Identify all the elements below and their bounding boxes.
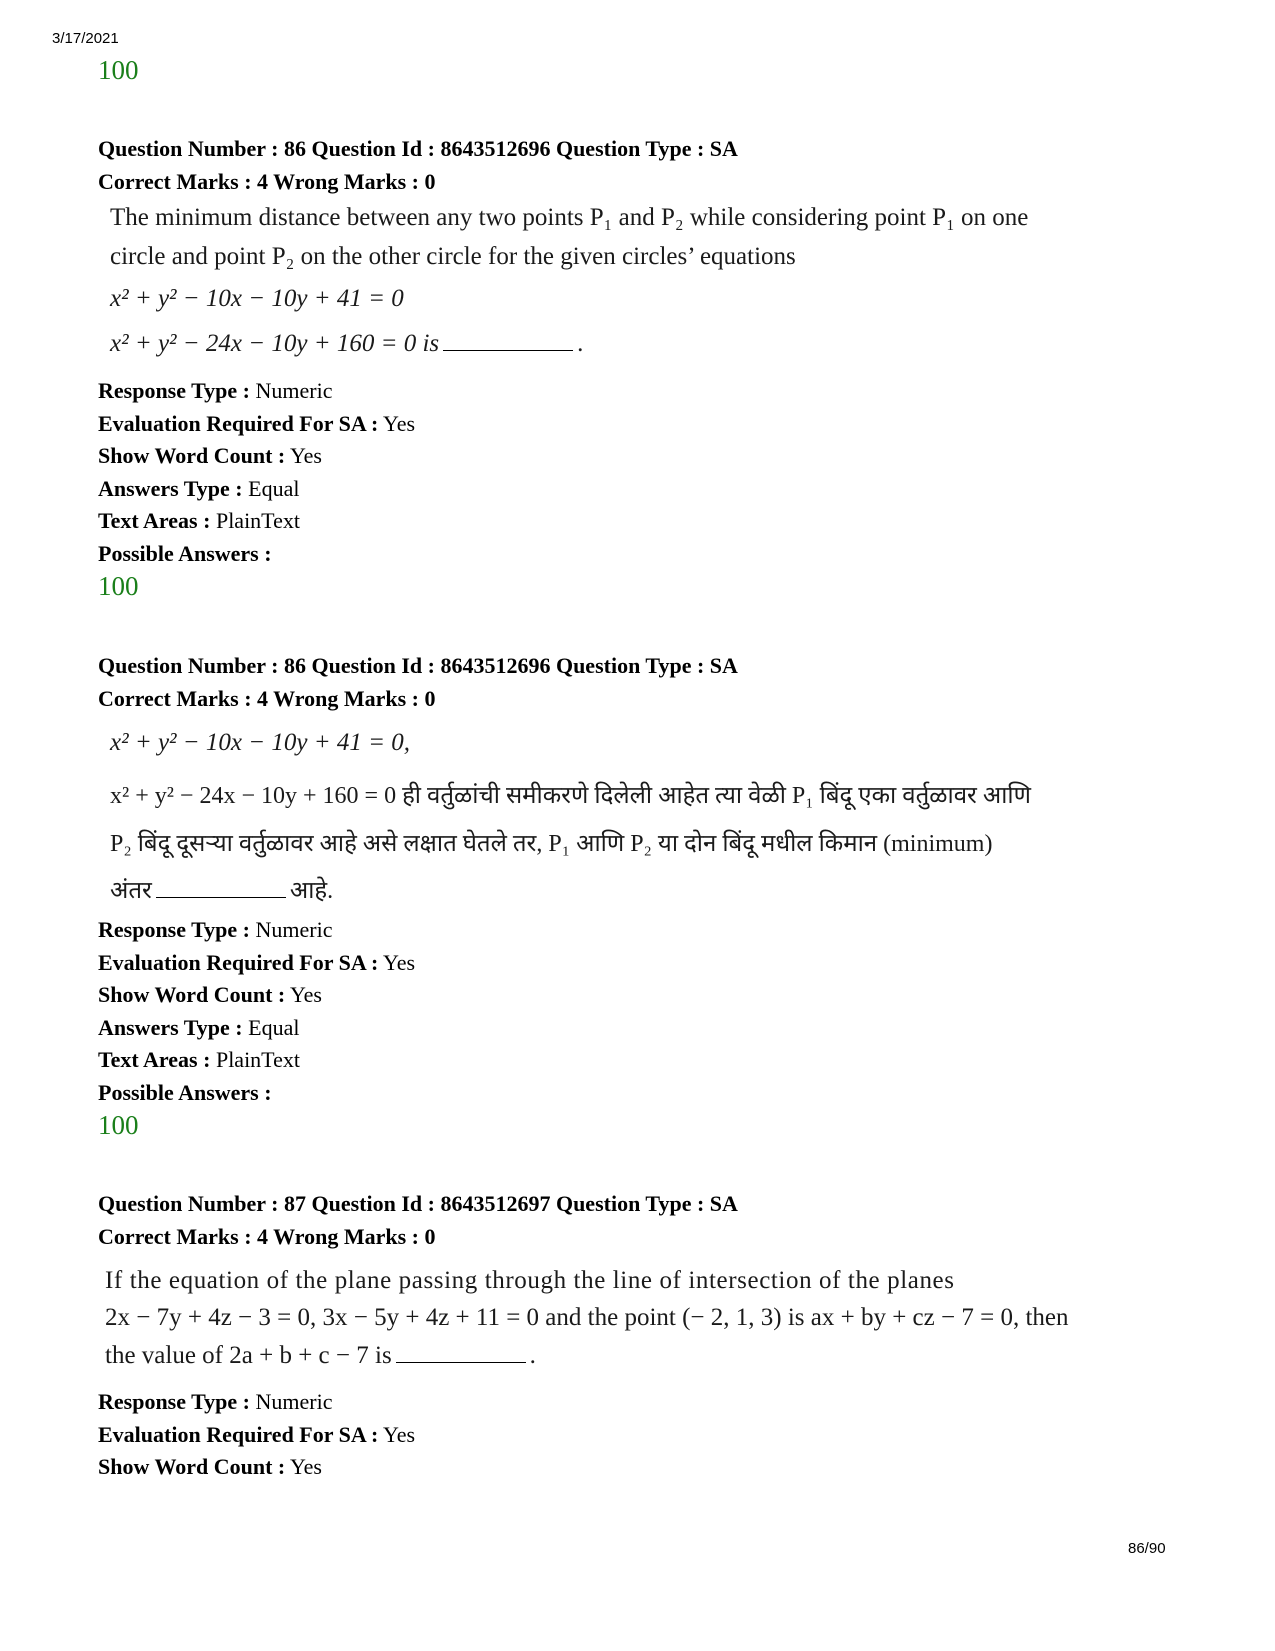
text-areas-value: PlainText — [215, 1047, 300, 1073]
question-line: आहे. — [289, 878, 334, 904]
response-type-value: Numeric — [255, 917, 333, 942]
question-text-2 — [110, 726, 1140, 906]
equation-line: x² + y² − 10x − 10y + 41 = 0 — [110, 285, 404, 312]
question-marks: Correct Marks : 4 Wrong Marks : 0 — [98, 1224, 436, 1249]
evaluation-value: Yes — [383, 949, 416, 975]
word-count-label: Show Word Count : — [98, 982, 286, 1008]
print-date: 3/17/2021 — [52, 30, 119, 47]
question-meta-3 — [98, 1386, 1178, 1484]
question-block-3 — [98, 1187, 1178, 1253]
text-areas-label: Text Areas : — [98, 508, 211, 534]
previous-answer: 100 — [98, 55, 139, 85]
word-count-label: Show Word Count : — [98, 1454, 286, 1480]
evaluation-label: Evaluation Required For SA : — [98, 1421, 379, 1447]
question-block-1 — [98, 132, 1178, 198]
word-count-value: Yes — [289, 1454, 322, 1480]
question-line: P₂ बिंदू दूसऱ्या वर्तुळावर आहे असे लक्षात घेतले तर, P₁ आणि P₂ या दोन बिंदू मधील किमान (minimum) — [110, 831, 993, 857]
text-areas-value: PlainText — [215, 508, 300, 534]
equation-line: x² + y² − 24x − 10y + 160 = 0 is — [110, 330, 440, 357]
possible-answer: 100 — [98, 1110, 139, 1140]
question-line: the value of 2a + b + c − 7 is — [105, 1342, 392, 1369]
question-line: The minimum distance between any two points P₁ and P₂ while considering point P₁ on one — [110, 204, 1029, 231]
question-text-3: If the equation of the plane passing through the line of intersection of the planes 2x − 7y + 4z − 3 = 0, 3x − 5y + 4z + 11 = 0 and the point (− 2, 1, 3) is ax + by + cz − 7 = 0, then the value of 2a + b + c − 7 is . — [105, 1267, 1069, 1369]
response-type-value: Numeric — [255, 1389, 333, 1414]
question-header: Question Number : 86 Question Id : 8643512696 Question Type : SA — [98, 136, 738, 161]
question-header: Question Number : 86 Question Id : 8643512696 Question Type : SA — [98, 653, 738, 678]
question-marks: Correct Marks : 4 Wrong Marks : 0 — [98, 686, 436, 711]
possible-answer: 100 — [98, 571, 139, 601]
answers-type-value: Equal — [248, 475, 300, 501]
question-meta-2 — [98, 914, 1178, 1110]
question-header: Question Number : 87 Question Id : 8643512697 Question Type : SA — [98, 1191, 738, 1216]
response-type-value: Numeric — [255, 378, 333, 403]
word-count-label: Show Word Count : — [98, 443, 286, 469]
response-type-label: Response Type : — [98, 1389, 250, 1414]
equation-line: x² + y² − 10x − 10y + 41 = 0, — [110, 729, 410, 756]
answers-type-label: Answers Type : — [98, 1014, 243, 1040]
answer-blank — [156, 896, 286, 898]
evaluation-value: Yes — [383, 1421, 416, 1447]
response-type-label: Response Type : — [98, 378, 250, 403]
word-count-value: Yes — [289, 443, 322, 469]
question-meta-1 — [98, 375, 1178, 571]
evaluation-label: Evaluation Required For SA : — [98, 949, 379, 975]
answer-blank — [443, 349, 573, 351]
page-number: 86/90 — [1128, 1540, 1166, 1557]
answers-type-value: Equal — [248, 1014, 300, 1040]
evaluation-value: Yes — [383, 410, 416, 436]
possible-answers-label: Possible Answers : — [98, 1079, 272, 1105]
question-line: अंतर — [110, 878, 152, 904]
question-line: x² + y² − 24x − 10y + 160 = 0 ही वर्तुळांची समीकरणे दिलेली आहेत त्या वेळी P₁ बिंदू एका वर्तुळावर आणि — [110, 783, 1031, 809]
question-block-2 — [98, 649, 1178, 715]
question-line: If the equation of the plane passing through the line of intersection of the planes — [105, 1267, 955, 1294]
word-count-value: Yes — [289, 982, 322, 1008]
question-text-1: The minimum distance between any two points P₁ and P₂ while considering point P₁ on one circle and point P₂ on the other circle for the given circles’ equations x² + y² − 10x − 10y + 41 = 0 x² + y² − 24x − 10y + 160 = 0 is . — [110, 204, 1029, 357]
text-areas-label: Text Areas : — [98, 1047, 211, 1073]
question-line: 2x − 7y + 4z − 3 = 0, 3x − 5y + 4z + 11 = 0 and the point (− 2, 1, 3) is ax + by + cz − 7 = 0, then — [105, 1304, 1069, 1331]
response-type-label: Response Type : — [98, 917, 250, 942]
possible-answers-label: Possible Answers : — [98, 540, 272, 566]
answer-blank — [396, 1361, 526, 1363]
evaluation-label: Evaluation Required For SA : — [98, 410, 379, 436]
question-marks: Correct Marks : 4 Wrong Marks : 0 — [98, 169, 436, 194]
question-line: circle and point P₂ on the other circle for the given circles’ equations — [110, 243, 796, 270]
answers-type-label: Answers Type : — [98, 475, 243, 501]
